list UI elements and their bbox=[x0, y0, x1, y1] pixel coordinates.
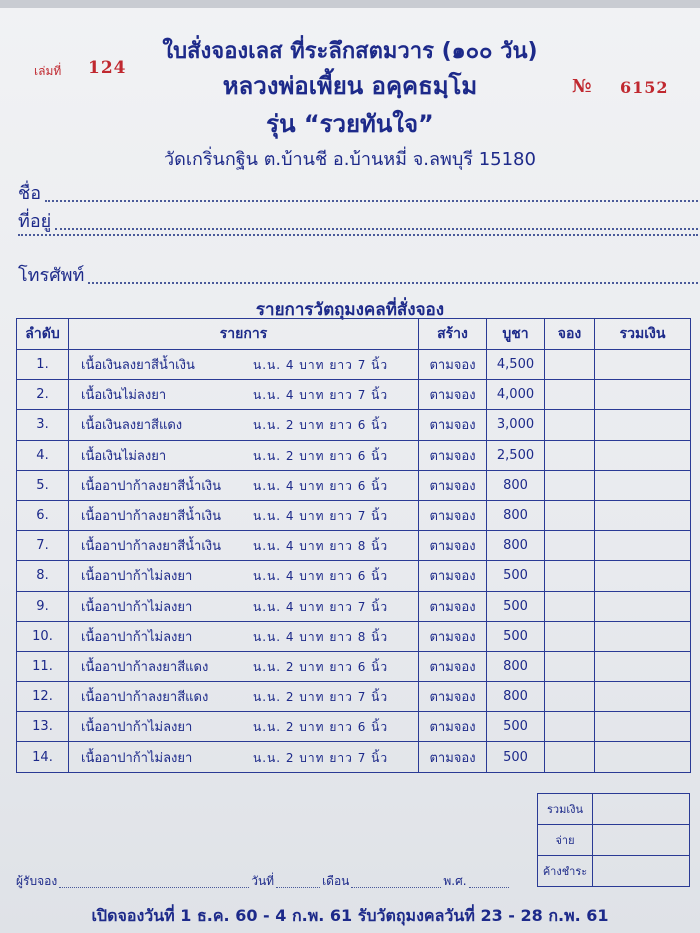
row-price: 500 bbox=[487, 621, 545, 651]
item-size: น.น. 4 บาท ยาว 7 นิ้ว bbox=[253, 599, 389, 614]
row-item bbox=[69, 470, 419, 500]
item-size: น.น. 4 บาท ยาว 8 นิ้ว bbox=[253, 539, 389, 554]
totals-table bbox=[537, 793, 690, 887]
day-label: วันที่ bbox=[251, 874, 275, 888]
row-number: 13. bbox=[17, 712, 69, 742]
row-total[interactable] bbox=[595, 410, 691, 440]
item-size: น.น. 2 บาท ยาว 6 นิ้ว bbox=[253, 418, 389, 433]
table-row bbox=[17, 470, 691, 500]
temple-address: วัดเกริ่นกฐิน ต.บ้านชี อ.บ้านหมี่ จ.ลพบุรี 15180 bbox=[164, 149, 536, 170]
item-name: เนื้ออาปาก้าไม่ลงยา bbox=[81, 720, 193, 736]
item-name: เนื้อเงินลงยาสีน้ำเงิน bbox=[81, 358, 195, 374]
row-item bbox=[69, 500, 419, 530]
booking-dates-footer: เปิดจองวันที่ 1 ธ.ค. 60 - 4 ก.พ. 61 รับวัตถุมงคลวันที่ 23 - 28 ก.พ. 61 bbox=[91, 906, 609, 925]
item-size: น.น. 2 บาท ยาว 6 นิ้ว bbox=[253, 720, 389, 735]
table-row bbox=[17, 561, 691, 591]
row-total[interactable] bbox=[595, 500, 691, 530]
table-row bbox=[17, 500, 691, 530]
row-made: ตามจอง bbox=[419, 742, 487, 772]
row-made: ตามจอง bbox=[419, 470, 487, 500]
row-reserve-qty[interactable] bbox=[545, 651, 595, 681]
row-total[interactable] bbox=[595, 350, 691, 380]
row-number: 1. bbox=[17, 350, 69, 380]
row-made: ตามจอง bbox=[419, 440, 487, 470]
row-price: 4,500 bbox=[487, 350, 545, 380]
item-size: น.น. 2 บาท ยาว 7 นิ้ว bbox=[253, 750, 389, 765]
row-made: ตามจอง bbox=[419, 651, 487, 681]
row-reserve-qty[interactable] bbox=[545, 500, 595, 530]
row-item bbox=[69, 621, 419, 651]
series-name: รุ่น “รวยทันใจ” bbox=[266, 110, 434, 138]
book-number: 124 bbox=[88, 58, 127, 78]
item-size: น.น. 4 บาท ยาว 6 นิ้ว bbox=[253, 478, 389, 493]
row-number: 4. bbox=[17, 440, 69, 470]
row-price: 800 bbox=[487, 531, 545, 561]
row-made: ตามจอง bbox=[419, 621, 487, 651]
name-label: ชื่อ bbox=[18, 183, 42, 204]
item-name: เนื้ออาปาก้าลงยาสีแดง bbox=[81, 659, 209, 675]
serial-number-label: № bbox=[572, 76, 592, 97]
row-number: 12. bbox=[17, 682, 69, 712]
address-field-2[interactable] bbox=[18, 234, 698, 241]
row-total[interactable] bbox=[595, 682, 691, 712]
row-reserve-qty[interactable] bbox=[545, 470, 595, 500]
row-reserve-qty[interactable] bbox=[545, 440, 595, 470]
item-size: น.น. 2 บาท ยาว 7 นิ้ว bbox=[253, 690, 389, 705]
name-field[interactable] bbox=[18, 178, 698, 207]
balance-row bbox=[538, 856, 690, 887]
row-total[interactable] bbox=[595, 742, 691, 772]
row-number: 3. bbox=[17, 410, 69, 440]
row-price: 500 bbox=[487, 591, 545, 621]
row-made: ตามจอง bbox=[419, 682, 487, 712]
table-row bbox=[17, 712, 691, 742]
col-header-price: บูชา bbox=[487, 319, 545, 350]
table-row bbox=[17, 651, 691, 681]
row-made: ตามจอง bbox=[419, 531, 487, 561]
row-price: 3,000 bbox=[487, 410, 545, 440]
row-price: 500 bbox=[487, 742, 545, 772]
item-size: น.น. 4 บาท ยาว 7 นิ้ว bbox=[253, 509, 389, 524]
row-total[interactable] bbox=[595, 621, 691, 651]
address-field[interactable] bbox=[18, 206, 698, 235]
table-row bbox=[17, 380, 691, 410]
item-name: เนื้อเงินไม่ลงยา bbox=[81, 448, 167, 464]
year-blank[interactable] bbox=[469, 887, 509, 888]
item-size: น.น. 4 บาท ยาว 7 นิ้ว bbox=[253, 358, 389, 373]
table-row bbox=[17, 531, 691, 561]
row-number: 2. bbox=[17, 380, 69, 410]
row-item bbox=[69, 591, 419, 621]
month-blank[interactable] bbox=[351, 887, 441, 888]
row-total[interactable] bbox=[595, 440, 691, 470]
row-item bbox=[69, 712, 419, 742]
row-price: 800 bbox=[487, 500, 545, 530]
row-reserve-qty[interactable] bbox=[545, 712, 595, 742]
item-name: เนื้ออาปาก้าลงยาสีน้ำเงิน bbox=[81, 478, 221, 494]
col-header-item: รายการ bbox=[69, 319, 419, 350]
row-price: 800 bbox=[487, 470, 545, 500]
items-table bbox=[16, 318, 691, 773]
row-total[interactable] bbox=[595, 531, 691, 561]
paid-row bbox=[538, 825, 690, 856]
table-row bbox=[17, 440, 691, 470]
row-total[interactable] bbox=[595, 561, 691, 591]
row-reserve-qty[interactable] bbox=[545, 410, 595, 440]
item-name: เนื้ออาปาก้าลงยาสีน้ำเงิน bbox=[81, 509, 221, 525]
item-size: น.น. 2 บาท ยาว 6 นิ้ว bbox=[253, 448, 389, 463]
address-line-2[interactable] bbox=[18, 234, 698, 236]
row-reserve-qty[interactable] bbox=[545, 742, 595, 772]
item-name: เนื้ออาปาก้าไม่ลงยา bbox=[81, 569, 193, 585]
table-row bbox=[17, 410, 691, 440]
item-name: เนื้ออาปาก้าลงยาสีแดง bbox=[81, 690, 209, 706]
item-size: น.น. 4 บาท ยาว 7 นิ้ว bbox=[253, 388, 389, 403]
paid-cell[interactable] bbox=[593, 825, 690, 856]
phone-line[interactable] bbox=[88, 282, 698, 284]
phone-label: โทรศัพท์ bbox=[18, 265, 85, 286]
row-number: 9. bbox=[17, 591, 69, 621]
page-top-edge bbox=[0, 0, 700, 8]
row-price: 500 bbox=[487, 712, 545, 742]
book-number-label: เล่มที่ bbox=[34, 64, 62, 78]
row-number: 6. bbox=[17, 500, 69, 530]
table-row bbox=[17, 682, 691, 712]
row-made: ตามจอง bbox=[419, 410, 487, 440]
row-item bbox=[69, 682, 419, 712]
month-label: เดือน bbox=[322, 874, 350, 888]
items-table-title: รายการวัตถุมงคลที่สั่งจอง bbox=[255, 300, 445, 320]
row-total[interactable] bbox=[595, 591, 691, 621]
row-reserve-qty[interactable] bbox=[545, 591, 595, 621]
form-title: ใบสั่งจองเลส ที่ระลึกสตมวาร (๑๐๐ วัน) bbox=[162, 39, 538, 64]
col-header-made: สร้าง bbox=[419, 319, 487, 350]
item-name: เนื้ออาปาก้าไม่ลงยา bbox=[81, 750, 193, 766]
row-item bbox=[69, 742, 419, 772]
item-size: น.น. 4 บาท ยาว 8 นิ้ว bbox=[253, 629, 389, 644]
row-reserve-qty[interactable] bbox=[545, 621, 595, 651]
day-blank[interactable] bbox=[276, 887, 320, 888]
row-reserve-qty[interactable] bbox=[545, 561, 595, 591]
row-number: 14. bbox=[17, 742, 69, 772]
paid-label: จ่าย bbox=[538, 825, 593, 856]
row-made: ตามจอง bbox=[419, 591, 487, 621]
row-made: ตามจอง bbox=[419, 500, 487, 530]
row-reserve-qty[interactable] bbox=[545, 682, 595, 712]
year-label: พ.ศ. bbox=[443, 874, 467, 888]
item-name: เนื้อเงินลงยาสีแดง bbox=[81, 418, 183, 434]
table-row bbox=[17, 350, 691, 380]
row-reserve-qty[interactable] bbox=[545, 380, 595, 410]
row-price: 800 bbox=[487, 651, 545, 681]
row-total[interactable] bbox=[595, 712, 691, 742]
item-name: เนื้อเงินไม่ลงยา bbox=[81, 388, 167, 404]
row-number: 10. bbox=[17, 621, 69, 651]
col-header-reserve: จอง bbox=[545, 319, 595, 350]
row-made: ตามจอง bbox=[419, 350, 487, 380]
row-item bbox=[69, 350, 419, 380]
total-cell[interactable] bbox=[593, 794, 690, 825]
row-total[interactable] bbox=[595, 380, 691, 410]
table-header-row bbox=[17, 319, 691, 350]
row-total[interactable] bbox=[595, 651, 691, 681]
row-made: ตามจอง bbox=[419, 712, 487, 742]
row-made: ตามจอง bbox=[419, 380, 487, 410]
row-number: 11. bbox=[17, 651, 69, 681]
item-size: น.น. 2 บาท ยาว 6 นิ้ว bbox=[253, 659, 389, 674]
item-name: เนื้ออาปาก้าลงยาสีน้ำเงิน bbox=[81, 539, 221, 555]
balance-cell[interactable] bbox=[593, 856, 690, 887]
row-reserve-qty[interactable] bbox=[545, 350, 595, 380]
row-item bbox=[69, 380, 419, 410]
serial-number: 6152 bbox=[620, 78, 669, 97]
total-row bbox=[538, 794, 690, 825]
item-name: เนื้ออาปาก้าไม่ลงยา bbox=[81, 599, 193, 615]
row-price: 4,000 bbox=[487, 380, 545, 410]
row-item bbox=[69, 531, 419, 561]
col-header-total: รวมเงิน bbox=[595, 319, 691, 350]
address-line[interactable] bbox=[55, 228, 698, 230]
row-made: ตามจอง bbox=[419, 561, 487, 591]
table-row bbox=[17, 742, 691, 772]
signature-line bbox=[16, 872, 521, 891]
row-item bbox=[69, 651, 419, 681]
row-number: 5. bbox=[17, 470, 69, 500]
table-row bbox=[17, 591, 691, 621]
table-row bbox=[17, 621, 691, 651]
row-item bbox=[69, 561, 419, 591]
item-size: น.น. 4 บาท ยาว 6 นิ้ว bbox=[253, 569, 389, 584]
balance-label: ค้างชำระ bbox=[538, 856, 593, 887]
row-number: 8. bbox=[17, 561, 69, 591]
name-line[interactable] bbox=[45, 200, 698, 202]
row-total[interactable] bbox=[595, 470, 691, 500]
row-price: 2,500 bbox=[487, 440, 545, 470]
col-header-no: ลำดับ bbox=[17, 319, 69, 350]
row-reserve-qty[interactable] bbox=[545, 531, 595, 561]
phone-field[interactable] bbox=[18, 260, 698, 289]
row-number: 7. bbox=[17, 531, 69, 561]
receiver-blank[interactable] bbox=[59, 887, 249, 888]
total-label: รวมเงิน bbox=[538, 794, 593, 825]
item-name: เนื้ออาปาก้าไม่ลงยา bbox=[81, 629, 193, 645]
row-item bbox=[69, 440, 419, 470]
row-price: 500 bbox=[487, 561, 545, 591]
address-label: ที่อยู่ bbox=[18, 211, 52, 232]
row-price: 800 bbox=[487, 682, 545, 712]
monk-name: หลวงพ่อเพี้ยน อคฺคธมฺโม bbox=[222, 72, 478, 100]
receiver-label: ผู้รับจอง bbox=[16, 874, 58, 888]
row-item bbox=[69, 410, 419, 440]
